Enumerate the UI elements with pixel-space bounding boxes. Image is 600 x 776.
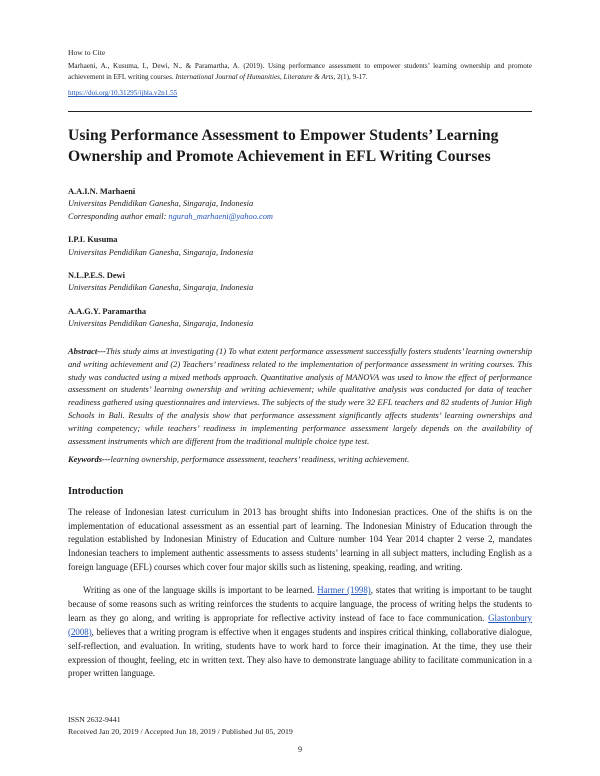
publication-dates: Received Jan 20, 2019 / Accepted Jun 18, 2019 / Published Jul 05, 2019 xyxy=(68,727,293,737)
keywords-label: Keywords--- xyxy=(68,453,111,464)
email-label: Corresponding author email: xyxy=(68,211,169,221)
page-content xyxy=(68,48,532,683)
issn-text: ISSN 2632-9441 xyxy=(68,714,121,724)
citation-link-harmer[interactable]: Harmer (1998) xyxy=(317,585,371,596)
author-name: A.A.G.Y. Paramartha xyxy=(68,306,147,316)
corresponding-author-email xyxy=(68,211,532,224)
header-divider xyxy=(68,111,532,112)
citation-post: , 2(1), 9-17. xyxy=(333,72,368,81)
author-entry xyxy=(68,270,532,295)
email-address[interactable]: ngurah_marhaeni@yahoo.com xyxy=(168,211,273,221)
how-to-cite-block xyxy=(68,48,532,100)
author-affiliation: Universitas Pendidikan Ganesha, Singaraja, Indonesia xyxy=(68,319,254,329)
author-entry xyxy=(68,234,532,259)
page-title: Using Performance Assessment to Empower Students’ Learning Ownership and Promote Achievement in EFL Writing Courses xyxy=(68,127,499,166)
page-number: 9 xyxy=(297,745,303,754)
abstract-text: This study aims at investigating (1) To what extent performance assessment successfully fosters students’ learning ownership and writing achievement and (2) Teachers’ readiness related to the implementation of performance assessment in writing courses. This study was conducted using a mixed methods approach. Quantitative analysis of MANOVA was used to know the effect of performance assessment on students’ learning ownership and writing achievement; while qualitative analysis was conducted for data of teacher readiness gathered using questionnaires and interviews. The subjects of the study were 32 EFL teachers and 82 students of Junior High Schools in Bali. Results of the analysis show that performance assessment significantly affects students’ learning ownerships and writing competency; while teachers’ readiness in implementing performance assessment largely depends on the availability of assessment instruments which are different from the traditional multiple choice type test. xyxy=(68,345,532,447)
how-to-cite-label: How to Cite xyxy=(68,48,106,57)
intro-p2-part-b: , states that writing is important to be taught because of some reasons such as writing reinforces the students to acquire language, the process of writing helps the students to learn as they go along, and writing is appropriate for reflective activity instead of face to face communication. xyxy=(68,585,532,623)
keywords-paragraph xyxy=(68,453,532,466)
abstract-paragraph xyxy=(68,345,532,448)
intro-paragraph-2 xyxy=(68,584,532,681)
citation-link-glastonbury[interactable]: Glastonbury (2008) xyxy=(68,612,532,637)
citation-text xyxy=(68,61,532,82)
author-entry xyxy=(68,306,532,331)
author-name: I.P.I. Kusuma xyxy=(68,235,118,245)
author-name: A.A.I.N. Marhaeni xyxy=(68,186,136,196)
author-affiliation: Universitas Pendidikan Ganesha, Singaraja, Indonesia xyxy=(68,283,254,293)
citation-pre: Marhaeni, A., Kusuma, I., Dewi, N., & Paramartha, A. (2019). Using performance assessment to empower students’ learning ownership and promote achievement in EFL writing courses. xyxy=(68,62,532,81)
citation-journal: International Journal of Humanities, Literature & Arts xyxy=(175,72,334,81)
author-affiliation: Universitas Pendidikan Ganesha, Singaraja, Indonesia xyxy=(68,247,254,257)
intro-paragraph-1: The release of Indonesian latest curriculum in 2013 has brought shifts into Indonesian practices. One of the shifts is on the implementation of educational assessment as an essential part of learning. The Indonesian Ministry of Education through the regulation established by Indonesian Ministry of Education and Culture number 104 Year 2014 chapter 2 verse 2, mandates Indonesian teachers to implement authentic assessments to assess students’ learning in all subject matters, including English as a foreign language (EFL) courses which cover four major skills such as listening, speaking, reading, and writing. xyxy=(68,506,532,573)
intro-p2-part-c: , believes that a writing program is effective when it engages students and inspires critical thinking, collaborative dialogue, self-reflection, and evaluation. In writing, students have to work hard to force their imagination. At the time, they use their expression of thought, feeling, etc in written text. They also have to demonstrate language ability to facilitate communication in a proper written language. xyxy=(68,626,532,679)
abstract-label: Abstract--- xyxy=(68,345,106,356)
doi-link[interactable]: https://doi.org/10.31295/ijhla.v2n1.55 xyxy=(68,89,178,98)
author-affiliation: Universitas Pendidikan Ganesha, Singaraja, Indonesia xyxy=(68,199,254,209)
author-entry xyxy=(68,186,532,223)
page-footer xyxy=(68,714,532,738)
keywords-text: learning ownership, performance assessment, teachers’ readiness, writing achievement. xyxy=(110,453,410,464)
author-name: N.L.P.E.S. Dewi xyxy=(68,271,125,281)
section-heading-introduction: Introduction xyxy=(68,485,124,497)
intro-p2-part-a: Writing as one of the language skills is important to be learned. xyxy=(83,585,318,596)
